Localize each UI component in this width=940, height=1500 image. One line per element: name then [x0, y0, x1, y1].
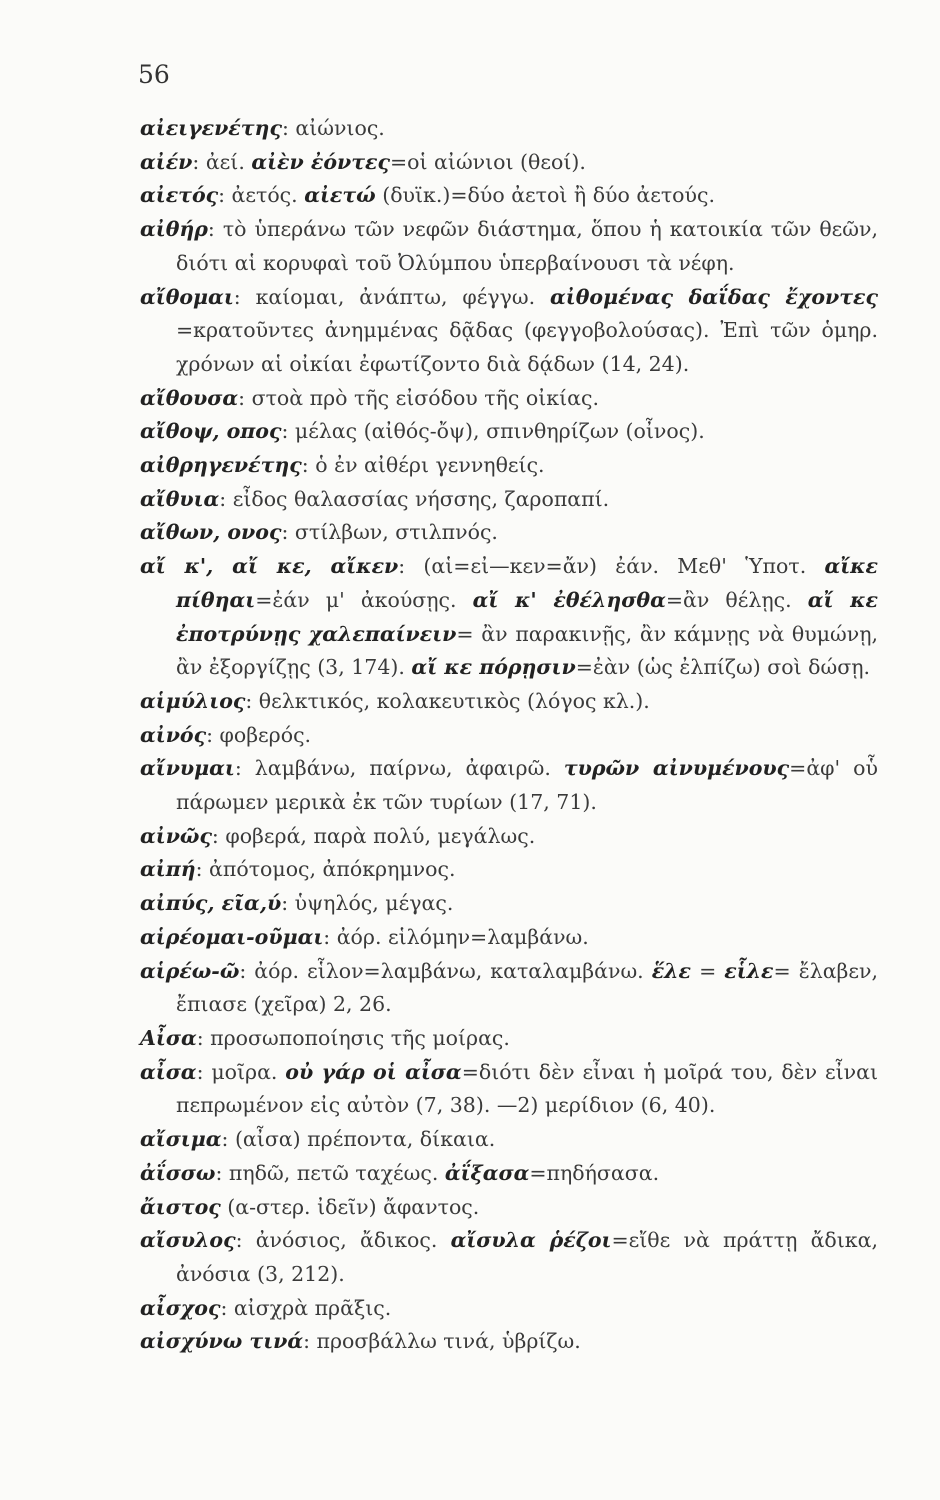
entry-lemma: αἴθυια [140, 486, 220, 511]
dictionary-entry [140, 685, 878, 719]
dictionary-entry [140, 1123, 878, 1157]
entry-lemma: αἴνυμαι [140, 756, 235, 781]
entry-lemma: αἱρέω-ῶ [140, 958, 240, 983]
entry-lemma: αἴθοψ, οπος [140, 419, 282, 444]
entry-phrase: αἴ κε πόρῃσιν [411, 655, 576, 680]
dictionary-entry [140, 449, 878, 483]
entry-lemma: αἰέν [140, 149, 193, 174]
entry-definition: : στίλβων, στιλπνός. [281, 520, 498, 545]
entry-definition: : φοβερά, παρὰ πολύ, μεγάλως. [211, 823, 536, 848]
entry-definition: =εἴθε νὰ πράττῃ ἄδικα, ἀνόσια (3, 212). [176, 1228, 878, 1286]
entry-phrase: εἷλε [724, 958, 774, 983]
dictionary-entry [140, 820, 878, 854]
entry-lemma: Αἶσα [140, 1025, 197, 1050]
entry-lemma: αἰπύς, εῖα,ύ [140, 891, 282, 916]
dictionary-entry [140, 921, 878, 955]
dictionary-entry [140, 955, 878, 1022]
entry-definition: : θελκτικός, κολακευτικὸς (λόγος κλ.). [245, 688, 650, 713]
entry-definition: =πηδήσασα. [529, 1160, 660, 1185]
entry-lemma: αἰθήρ [140, 217, 208, 242]
entry-lemma: αἰπή [140, 857, 196, 882]
entry-phrase: αἰὲν ἐόντες [251, 149, 390, 174]
page-number: 56 [138, 60, 170, 89]
dictionary-entry [140, 483, 878, 517]
entry-definition: =ἂν θέλῃς. [665, 587, 808, 612]
entry-phrase: αἴκε πίθηαι [176, 554, 878, 612]
dictionary-entry [140, 1325, 878, 1359]
entry-phrase: αἰθομένας δαΐδας ἔχοντες [550, 284, 878, 309]
entry-phrase: αἴ κ' ἐθέλησθα [472, 587, 666, 612]
entry-definition: =ἐάν μ' ἀκούσῃς. [255, 587, 473, 612]
entry-definition: (α-στερ. ἰδεῖν) ἄφαντος. [220, 1194, 480, 1219]
dictionary-entry [140, 752, 878, 819]
entry-lemma: αἰνός [140, 722, 207, 747]
entry-definition: : ἀνόσιος, ἄδικος. [235, 1228, 451, 1253]
entry-definition: : (αἱ=εἰ—κεν=ἄν) ἐάν. Μεθ' Ὑποτ. [398, 554, 825, 579]
dictionary-entry [140, 516, 878, 550]
entry-lemma: αἱρέομαι-οῦμαι [140, 924, 324, 949]
entry-definition: : πηδῶ, πετῶ ταχέως. [215, 1160, 445, 1185]
dictionary-entry [140, 719, 878, 753]
entry-definition: : εἶδος θαλασσίας νήσσης, ζαροπαπί. [219, 486, 610, 511]
entry-phrase: ἀΐξασα [444, 1160, 530, 1185]
dictionary-entry [140, 415, 878, 449]
dictionary-entry [140, 1224, 878, 1291]
entry-definition: : μέλας (αἰθός-ὄψ), σπινθηρίζων (οἶνος). [281, 419, 705, 444]
entry-definition: (δυϊκ.)=δύο ἀετοὶ ἢ δύο ἀετούς. [375, 183, 715, 208]
entry-definition: : (αἶσα) πρέποντα, δίκαια. [221, 1127, 496, 1152]
dictionary-entry [140, 1022, 878, 1056]
entry-definition: : ἀεί. [192, 149, 252, 174]
entry-phrase: ἕλε [651, 958, 692, 983]
entry-definition: : αἰώνιος. [281, 116, 385, 140]
dictionary-entries [140, 112, 878, 1359]
entry-lemma: αἴσυλος [140, 1228, 236, 1253]
entry-definition: : αἰσχρὰ πρᾶξις. [220, 1295, 392, 1320]
entry-lemma: αἴθουσα [140, 385, 239, 410]
entry-definition: =οἱ αἰώνιοι (θεοί). [389, 149, 586, 174]
entry-phrase: αἴ κε ἐποτρύνῃς χαλεπαίνειν [176, 587, 878, 646]
entry-definition: : ἀόρ. εἷλον=λαμβάνω, καταλαμβάνω. [239, 958, 652, 983]
entry-phrase: οὐ γάρ οἱ αἶσα [285, 1059, 462, 1084]
dictionary-entry [140, 550, 878, 685]
dictionary-entry [140, 1157, 878, 1191]
entry-lemma: αἱμύλιος [140, 688, 246, 713]
entry-lemma: αἴθων, ονος [140, 520, 282, 545]
entry-definition: =ἀφ' οὗ πάρωμεν μερικὰ ἐκ τῶν τυρίων (17, 71). [176, 756, 878, 815]
entry-definition: =διότι δὲν εἶναι ἡ μοῖρά του, δὲν εἶναι πεπρωμένον εἰς αὐτὸν (7, 38). —2) μερίδιον (6, 40). [176, 1059, 878, 1118]
entry-lemma: αἶσχος [140, 1295, 221, 1320]
entry-definition: : καίομαι, ἀνάπτω, φέγγω. [233, 284, 551, 309]
entry-definition: : λαμβάνω, παίρνω, ἀφαιρῶ. [234, 756, 564, 781]
entry-definition: : ἀόρ. εἱλόμην=λαμβάνω. [323, 924, 589, 949]
entry-phrase: τυρῶν αἰνυμένους [563, 756, 790, 781]
dictionary-entry [140, 112, 878, 146]
entry-lemma: αἰειγενέτης [140, 116, 282, 140]
entry-lemma: αἴσιμα [140, 1127, 222, 1152]
dictionary-entry [140, 1292, 878, 1326]
entry-definition: : προσωποποίησις τῆς μοίρας. [196, 1025, 510, 1050]
entry-definition: : τὸ ὑπεράνω τῶν νεφῶν διάστημα, ὅπου ἡ κατοικία τῶν θεῶν, διότι αἱ κορυφαὶ τοῦ Ὀλύμπου ὑπερβαίνουσι τὰ νέφη. [176, 217, 878, 275]
dictionary-entry [140, 146, 878, 180]
dictionary-entry [140, 281, 878, 382]
entry-lemma: αἰετός [140, 183, 219, 208]
dictionary-entry [140, 853, 878, 887]
entry-lemma: αἰσχύνω τινά [140, 1329, 304, 1354]
entry-definition: : φοβερός. [206, 722, 312, 747]
entry-definition: = [691, 958, 725, 983]
entry-phrase: αἴσυλα ῥέζοι [450, 1228, 612, 1253]
dictionary-entry [140, 1056, 878, 1123]
entry-phrase: αἰετώ [304, 183, 376, 208]
entry-definition: = ἂν παρακινῇς, ἂν κάμνῃς νὰ θυμώνῃ, ἂν ἐξοργίζῃς (3, 174). [176, 621, 878, 680]
entry-definition: : προσβάλλω τινά, ὑβρίζω. [303, 1329, 581, 1354]
entry-definition: =κρατοῦντες ἀνημμένας δᾷδας (φεγγοβολούσας). Ἐπὶ τῶν ὁμηρ. χρόνων αἱ οἰκίαι ἐφωτίζοντο διὰ δᾴδων (14, 24). [176, 318, 878, 376]
entry-definition: : ἀπότομος, ἀπόκρημνος. [195, 857, 456, 882]
dictionary-entry [140, 213, 878, 280]
entry-definition: =ἐὰν (ὡς ἐλπίζω) σοὶ δώσῃ. [575, 655, 871, 680]
dictionary-entry [140, 382, 878, 416]
entry-lemma: ἄιστος [140, 1194, 221, 1219]
entry-lemma: ἀΐσσω [140, 1160, 216, 1185]
entry-definition: : ἀετός. [218, 183, 305, 208]
entry-definition: : ὁ ἐν αἰθέρι γεννηθείς. [301, 453, 545, 478]
entry-lemma: αἶσα [140, 1059, 197, 1084]
dictionary-entry [140, 1191, 878, 1225]
entry-definition: = ἔλαβεν, ἔπιασε (χεῖρα) 2, 26. [176, 958, 878, 1017]
entry-definition: : στοὰ πρὸ τῆς εἰσόδου τῆς οἰκίας. [238, 385, 599, 410]
entry-definition: : ὑψηλός, μέγας. [281, 891, 454, 916]
entry-lemma: αἰνῶς [140, 823, 212, 848]
entry-lemma: αἰθρηγενέτης [140, 453, 302, 478]
entry-definition: : μοῖρα. [196, 1059, 286, 1084]
dictionary-entry [140, 887, 878, 921]
dictionary-entry [140, 179, 878, 213]
entry-lemma: αἴ κ', αἴ κε, αἴκεν [140, 554, 399, 579]
entry-lemma: αἴθομαι [140, 284, 234, 309]
